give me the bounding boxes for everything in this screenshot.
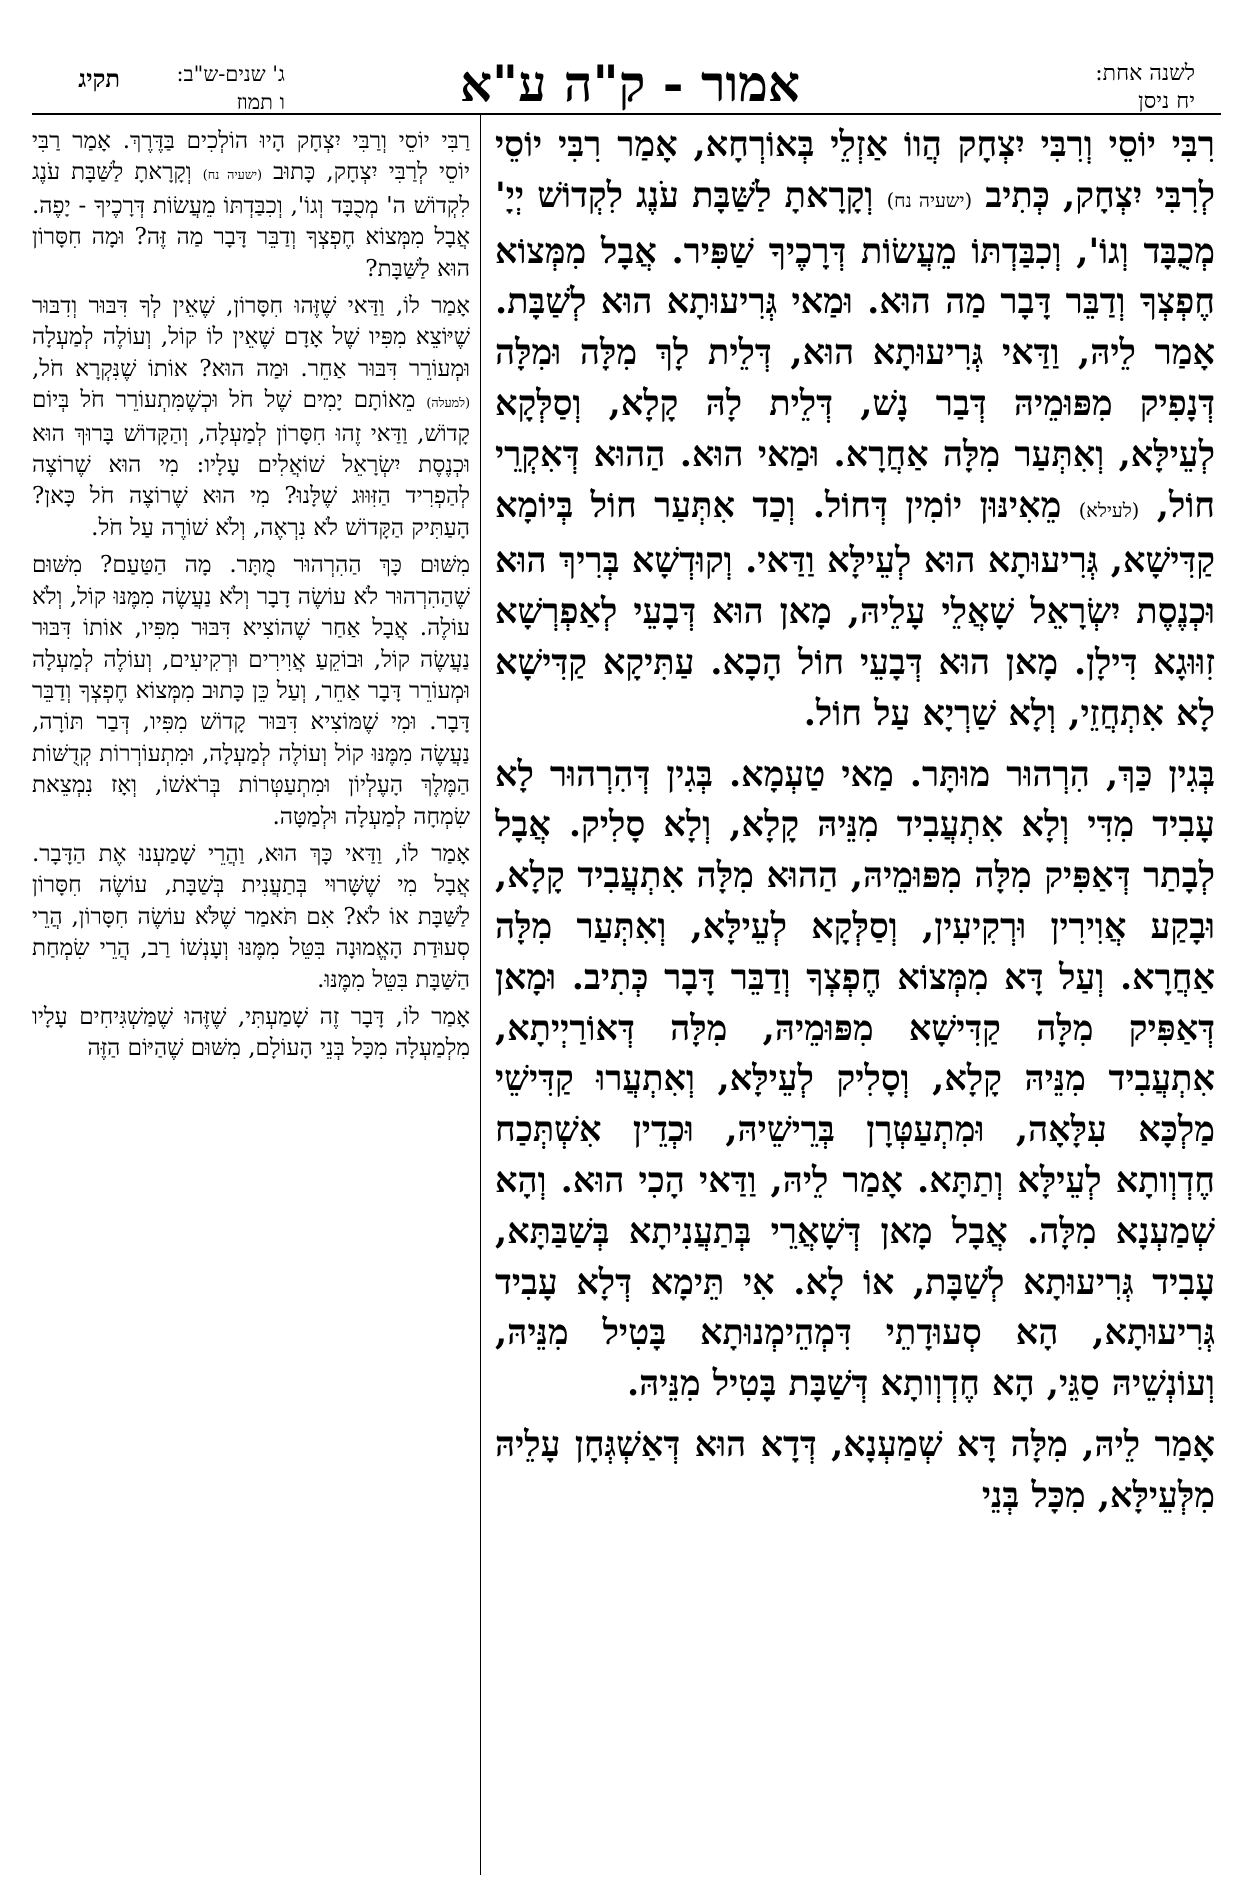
page-title: אמור - ק"ה ע"א xyxy=(459,54,801,113)
header-study-schedule xyxy=(1055,60,1195,116)
hebrew-translation-column xyxy=(32,126,470,1876)
multi-year-label: ג' שנים-ש"ב: xyxy=(176,62,285,86)
column-divider xyxy=(480,115,481,1875)
hebrew-text: רַבִּי יוֹסֵי וְרַבִּי יִצְחָק הָיוּ הוֹלְכִים בַּדֶּרֶךְ. אָמַר רַבִּי יוֹסֵי לְרַבִּי יִצְחָק, כָּתוּב xyxy=(32,128,470,186)
study-schedule-date: יח ניסן xyxy=(1138,89,1195,114)
aramaic-text: וְקָרָאתָ לַשַּׁבָּת עֹנֶג לִקְדוֹשׁ יְיָ' מְכֻבָּד וְגוֹ', וְכִבַּדְתּוֹ מֵעֲשׂוֹת דְּרָכֶיךָ שַׁפִּיר. אֲבָל מִמְּצוֹא חֶפְצְךָ וְדַבֵּר דָּבָר מַה הוּא. וּמַאי גְּרִיעוּתָא הוּא לְשַׁבָּת. אָמַר לֵיהּ, וַדַּאי גְּרִיעוּתָא הוּא, דְּלֵית לָךְ מִלָּה וּמִלָּה דְּנָפִיק מִפּוּמֵיהּ דְּבַר נָשׁ, דְּלֵית לָהּ קָלָא, וְסַלְּקָא לְעֵילָּא, וְאִתְּעַר מִלָּה אַחֲרָא. וּמַאי הוּא. הַהוּא דְּאִקְרֵי חוֹל, xyxy=(495,174,1215,526)
hebrew-paragraph: מִשּׁוּם כָּךְ הַהִרְהוּר מֻתָּר. מָה הַטַּעַם? מִשּׁוּם שֶׁהַהִרְהוּר לֹא עוֹשֶׂה דָבָר וְלֹא נַעֲשֶׂה מִמֶּנּוּ קוֹל, וְלֹא עוֹלֶה. אֲבָל אַחַר שֶׁהוֹצִיא דִּבּוּר מִפִּיו, אוֹתוֹ דִּבּוּר נַעֲשֶׂה קוֹל, וּבוֹקֵעַ אֲוִירִים וּרְקִיעִים, וְעוֹלֶה לְמַעְלָה וּמְעוֹרֵר דָּבָר אַחֵר, וְעַל כֵּן כָּתוּב מִמְּצוֹא חֶפְצְךָ וְדַבֵּר דָּבָר. וּמִי שֶׁמּוֹצִיא דִּבּוּר קָדוֹשׁ מִפִּיו, דְּבַר תּוֹרָה, נַעֲשֶׂה מִמֶּנּוּ קוֹל וְעוֹלֶה לְמַעְלָה, וּמִתְעוֹרְרוֹת קְדֻשּׁוֹת הַמֶּלֶךְ הָעֶלְיוֹן וּמִתְעַטְּרוֹת בְּרֹאשׁוֹ, וְאָז נִמְצֵאת שִׂמְחָה לְמַעְלָה וּלְמַטָּה. xyxy=(32,552,470,830)
hebrew-paragraph xyxy=(32,126,470,285)
aramaic-paragraph: אָמַר לֵיהּ, מִלָּה דָּא שְׁמַעְנָא, דְּדָא הוּא דְּאַשְׁגְּחָן עָלֵיהּ מִלְּעֵילָּא, מִכָּל בְּנֵי xyxy=(495,1423,1215,1516)
study-schedule-label: לשנה אחת: xyxy=(1095,61,1195,86)
hebrew-paragraph: אָמַר לוֹ, וַדַּאי כָּךְ הוּא, וַהֲרֵי שָׁמַעְנוּ אֶת הַדָּבָר. אֲבָל מִי שֶׁשָּׁרוּי בְּתַעֲנִית בְּשַׁבָּת, עוֹשֶׂה חִסָּרוֹן לַשַּׁבָּת אוֹ לֹא? אִם תֹּאמַר שֶׁלֹּא עוֹשֶׂה חִסָּרוֹן, הֲרֵי סְעוּדַת הָאֱמוּנָה בִּטֵּל מִמֶּנּוּ וְעָנְשׁוֹ רַב, הֲרֵי שִׂמְחַת הַשַּׁבָּת בִּטֵּל מִמֶּנּוּ. xyxy=(32,840,470,993)
hebrew-text: מֵאוֹתָם יָמִים שֶׁל חֹל וּכְשֶׁמִּתְעוֹרֵר חֹל בְּיוֹם קָדוֹשׁ, וַדַּאי זֶהוּ חִסָּרוֹן לְמַעְלָה, וְהַקָּדוֹשׁ בָּרוּךְ הוּא וּכְנֶסֶת יִשְׂרָאֵל שׁוֹאֲלִים עָלָיו: מִי הוּא שֶׁרוֹצֶה לְהַפְרִיד הַזִּוּוּג שֶׁלָּנוּ? מִי הוּא שֶׁרוֹצֶה חֹל כָּאן? הָעַתִּיק הַקָּדוֹשׁ לֹא נִרְאֶה, וְלֹא שׁוֹרֶה עַל חֹל. xyxy=(32,387,470,541)
page-number: תקיג xyxy=(78,64,120,93)
hebrew-paragraph xyxy=(32,291,470,544)
aramaic-text: מֵאִינּוּן יוֹמִין דְּחוֹל. וְכַד אִתְּעַר חוֹל בְּיוֹמָא קַדִּישָׁא, גְּרִיעוּתָא הוּא לְעֵילָּא וַדַּאי. וְקוּדְשָׁא בְּרִיךְ הוּא וּכְנֶסֶת יִשְׂרָאֵל שָׁאֲלֵי עָלֵיהּ, מָאן הוּא דְּבָעֵי לְאַפְרְשָׁא זִוּוּגָא דִּילָן. מָאן הוּא דְּבָעֵי חוֹל הָכָא. עַתִּיקָא קַדִּישָׁא לָא אִתְחֲזֵי, וְלָא שַׁרְיָא עַל חוֹל. xyxy=(495,484,1215,734)
textual-variant: (למעלה) xyxy=(426,395,470,411)
verse-reference: (ישעיה נח) xyxy=(202,167,263,183)
hebrew-paragraph: אָמַר לוֹ, דָּבָר זֶה שָׁמַעְתִּי, שֶׁזֶּהוּ שֶׁמַּשְׁגִּיחִים עָלָיו מִלְמַעְלָה מִכָּל בְּנֵי הָעוֹלָם, מִשּׁוּם שֶׁהַיּוֹם הַזֶּה xyxy=(32,1003,470,1062)
verse-reference: (ישעיה נח) xyxy=(886,188,973,212)
aramaic-text: רִבִּי יוֹסֵי וְרִבִּי יִצְחָק הֲווֹ אַזְלֵי בְּאוֹרְחָא, אָמַר רִבִּי יוֹסֵי לְרִבִּי יִצְחָק, כְּתִיב xyxy=(495,124,1215,216)
hebrew-text: וְקָרָאתָ לַשַּׁבָּת עֹנֶג לִקְדוֹשׁ ה' מְכֻבָּד וְגוֹ', וְכִבַּדְתּוֹ מֵעֲשׂוֹת דְּרָכֶיךָ - יָפֶה. אֲבָל מִמְּצוֹא חֶפְצְךָ וְדַבֵּר דָּבָר מַה זֶּה? וּמָה חִסָּרוֹן הוּא לַשַּׁבָּת? xyxy=(32,159,470,282)
aramaic-column xyxy=(495,120,1215,1875)
multi-year-date: ו תמוז xyxy=(236,90,285,114)
aramaic-paragraph xyxy=(495,120,1215,740)
hebrew-text: אָמַר לוֹ, וַדַּאי שֶׁזֶּהוּ חִסָּרוֹן, שֶׁאֵין לְךָ דִּבּוּר וְדִבּוּר שֶׁיּוֹצֵא מִפִּיו שֶׁל אָדָם שֶׁאֵין לוֹ קוֹל, וְעוֹלֶה לְמַעְלָה וּמְעוֹרֵר דִּבּוּר אַחֵר. וּמַה הוּא? אוֹתוֹ שֶׁנִּקְרָא חֹל, xyxy=(32,293,470,382)
textual-variant: (לעילא) xyxy=(1078,498,1140,522)
aramaic-paragraph: בְּגִין כַּךְ, הִרְהוּר מוּתָּר. מַאי טַעְמָא. בְּגִין דְּהִרְהוּר לָא עָבִיד מִדִּי וְלָא אִתְעֲבִיד מִנֵּיהּ קָלָא, וְלָא סָלִיק. אֲבָל לְבָתַר דְּאַפִּיק מִלָּה מִפּוּמֵיהּ, הַהוּא מִלָּה אִתְעֲבִיד קָלָא, וּבָקַע אֲוִירִין וּרְקִיעִין, וְסַלְּקָא לְעֵילָּא, וְאִתְּעַר מִלָּה אַחֲרָא. וְעַל דָּא מִמְּצוֹא חֶפְצְךָ וְדַבֵּר דָּבָר כְּתִיב. וּמָאן דְּאַפִּיק מִלָּה קַדִּישָׁא מִפּוּמֵיהּ, מִלָּה דְּאוֹרַיְיתָא, אִתְעֲבִיד מִנֵּיהּ קָלָא, וְסָלִיק לְעֵילָּא, וְאִתְעֲרוּ קַדִּישֵׁי מַלְכָּא עִלָּאָה, וּמִתְעַטְּרָן בְּרֵישֵׁיהּ, וּכְדֵין אִשְׁתְּכַח חֶדְוְותָא לְעֵילָּא וְתַתָּא. אָמַר לֵיהּ, וַדַּאי הָכִי הוּא. וְהָא שְׁמַעְנָא מִלָּה. אֲבָל מָאן דְּשָׁאֲרֵי בְּתַעֲנִיתָא בְּשַׁבַּתָּא, עָבִיד גְּרִיעוּתָא לְשַׁבָּת, אוֹ לָא. אִי תֵּימָא דְּלָא עָבִיד גְּרִיעוּתָא, הָא סְעוּדָתֵי דִּמְהֵימְנוּתָא בָּטִיל מִנֵּיהּ, וְעוֹנְשֵׁיהּ סַגֵּי, הָא חֶדְוְותָא דְּשַׁבָּת בָּטִיל מִנֵּיהּ. xyxy=(495,753,1215,1405)
header-rule xyxy=(32,113,1221,115)
header-multi-year-schedule xyxy=(135,60,285,116)
